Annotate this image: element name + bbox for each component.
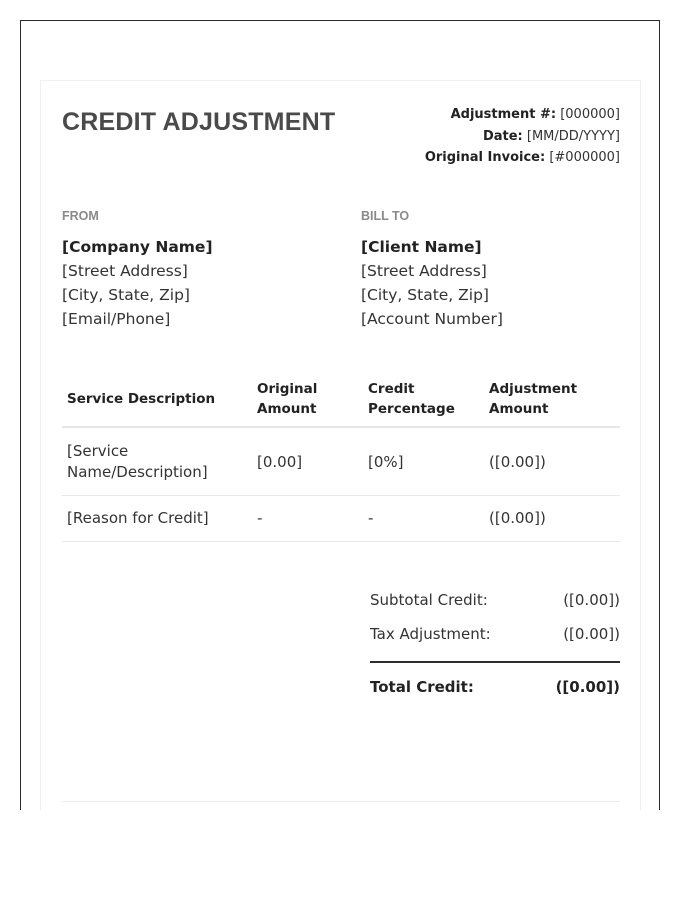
table-header-row <box>62 370 620 428</box>
tax-adjustment-value: ([0.00]) <box>563 625 620 643</box>
row-original-amount: [0.00] <box>257 453 303 471</box>
row-credit-percentage: - <box>368 509 374 527</box>
subtotal-line <box>370 588 620 622</box>
original-invoice-value: [#000000] <box>549 150 620 165</box>
document-title: CREDIT ADJUSTMENT <box>62 108 336 136</box>
adjustment-date <box>425 126 620 148</box>
line-items-table <box>62 370 620 542</box>
row-credit-percentage: [0%] <box>368 453 404 471</box>
row-description: [Reason for Credit] <box>67 509 209 527</box>
from-label: FROM <box>62 209 99 223</box>
from-block <box>62 209 213 331</box>
bill-to-city: [City, State, Zip] <box>361 286 489 304</box>
table-row <box>62 496 620 542</box>
total-credit-label: Total Credit: <box>370 678 474 696</box>
document-meta <box>425 104 620 169</box>
date-label: Date: <box>482 128 523 144</box>
totals-block <box>370 588 620 715</box>
row-adjustment-amount: ([0.00]) <box>489 453 546 471</box>
tax-adjustment-label: Tax Adjustment: <box>370 625 491 643</box>
row-adjustment-amount: ([0.00]) <box>489 509 546 527</box>
bill-to-street: [Street Address] <box>361 262 487 280</box>
date-value: [MM/DD/YYYY] <box>526 128 620 144</box>
from-company-name: [Company Name] <box>62 238 213 256</box>
from-contact: [Email/Phone] <box>62 310 171 328</box>
original-invoice <box>425 147 620 169</box>
total-credit-value: ([0.00]) <box>555 678 620 696</box>
bill-to-client-name: [Client Name] <box>361 238 482 256</box>
header-service-description: Service Description <box>67 391 216 407</box>
footer-divider <box>62 801 620 802</box>
header-original-amount: Original Amount <box>257 381 318 417</box>
bill-to-account: [Account Number] <box>361 310 503 328</box>
row-description: [Service Name/Description] <box>67 442 208 481</box>
subtotal-value: ([0.00]) <box>563 591 620 609</box>
subtotal-label: Subtotal Credit: <box>370 591 488 609</box>
adjustment-number-label: Adjustment #: <box>450 107 557 122</box>
original-invoice-label: Original Invoice: <box>424 150 546 165</box>
tax-adjustment-line <box>370 622 620 656</box>
header-credit-percentage: Credit Percentage <box>368 381 455 417</box>
adjustment-number-value: [000000] <box>560 107 620 122</box>
bill-to-label: BILL TO <box>361 209 410 223</box>
from-city: [City, State, Zip] <box>62 286 190 304</box>
header-adjustment-amount: Adjustment Amount <box>489 381 578 417</box>
from-street: [Street Address] <box>62 262 188 280</box>
total-credit-line <box>370 675 620 715</box>
totals-divider <box>370 661 620 663</box>
row-original-amount: - <box>257 509 263 527</box>
bill-to-block <box>361 209 503 331</box>
table-row <box>62 428 620 496</box>
adjustment-number <box>425 104 620 126</box>
